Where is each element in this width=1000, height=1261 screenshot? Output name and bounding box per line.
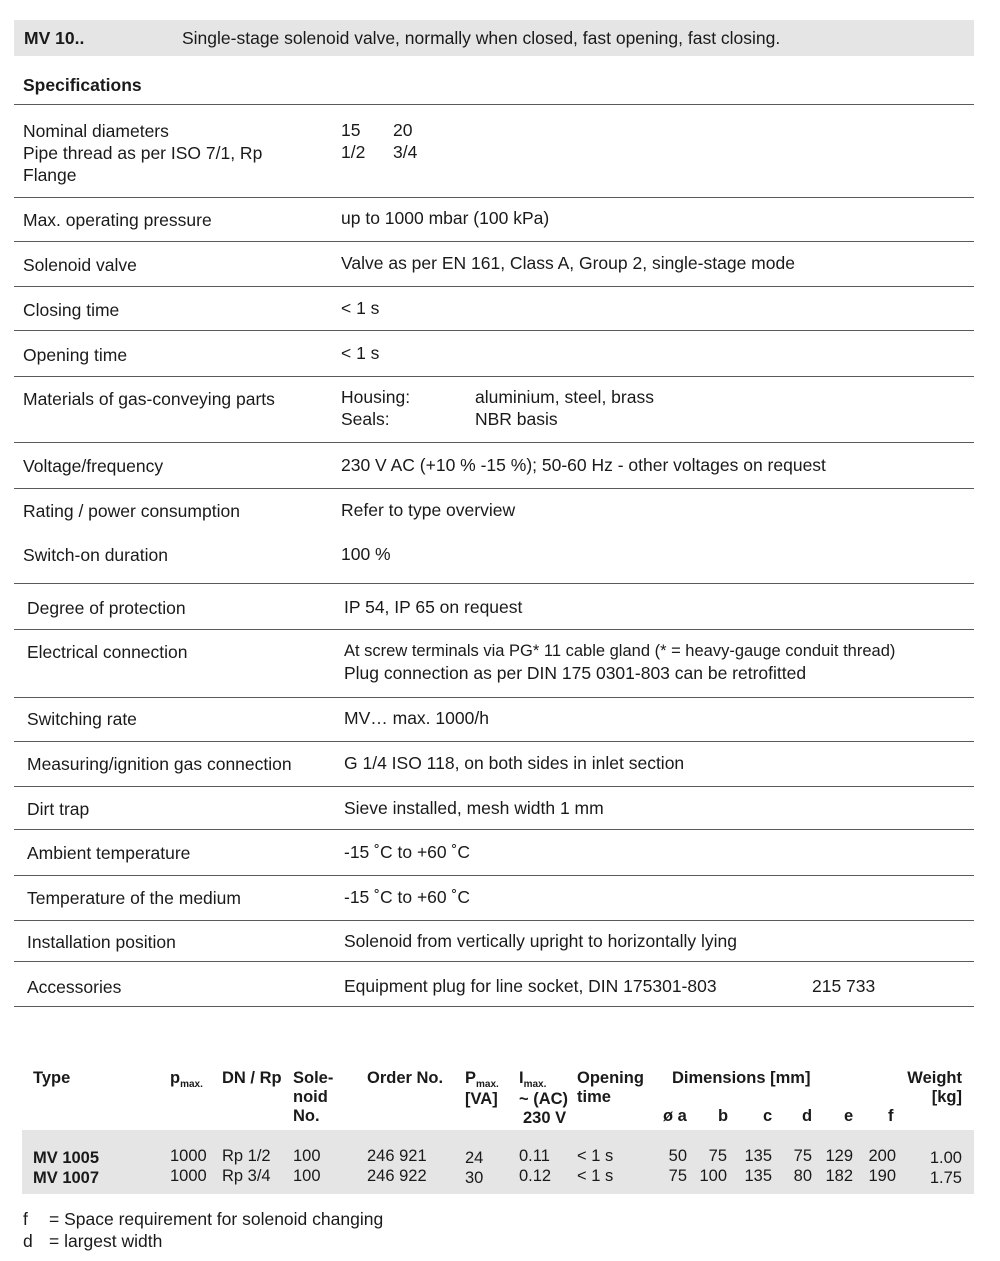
spec-value: MV… max. 1000/h xyxy=(344,708,489,728)
spec-row-rating xyxy=(14,488,974,583)
col-header-dimensions: Dimensions [mm] xyxy=(672,1069,811,1087)
spec-value: < 1 s xyxy=(341,343,380,363)
spec-row-voltage xyxy=(14,442,974,488)
opening-time-cell: < 1 s xyxy=(577,1167,614,1185)
footnote-text: = largest width xyxy=(49,1231,163,1251)
current-cell: 0.12 xyxy=(519,1167,552,1185)
footnotes xyxy=(23,1208,383,1252)
footnote-key: d xyxy=(23,1231,33,1251)
spec-row-medium xyxy=(14,875,974,920)
col-header-dim-a: ø a xyxy=(663,1107,687,1125)
spec-row-nominal xyxy=(14,104,974,197)
spec-value: IP 54, IP 65 on request xyxy=(344,597,523,617)
spec-label: Degree of protection xyxy=(27,598,186,618)
spec-value: 230 V AC (+10 % -15 %); 50-60 Hz - other voltages on request xyxy=(341,455,826,475)
spec-value: Plug connection as per DIN 175 0301-803 can be retrofitted xyxy=(344,663,807,683)
solenoid-cell: 100 xyxy=(293,1147,321,1165)
spec-label: Pipe thread as per ISO 7/1, Rp xyxy=(23,143,263,163)
spec-row-measuring xyxy=(14,741,974,786)
spec-row-protection xyxy=(14,583,974,629)
spec-row-switching xyxy=(14,697,974,741)
spec-value: < 1 s xyxy=(341,298,380,318)
title-bar xyxy=(14,20,974,56)
col-header-solenoid: Sole- noid No. xyxy=(293,1069,334,1125)
housing-value: aluminium, steel, brass xyxy=(475,387,654,407)
weight-cell: 1.00 xyxy=(929,1149,962,1167)
spec-row-closing xyxy=(14,286,974,330)
power-cell: 30 xyxy=(465,1169,484,1187)
spec-value: Valve as per EN 161, Class A, Group 2, single-stage mode xyxy=(341,253,795,273)
spec-value: G 1/4 ISO 118, on both sides in inlet section xyxy=(344,753,685,773)
col-header-dim-e: e xyxy=(844,1107,854,1125)
spec-table-bottom-rule xyxy=(14,1006,974,1007)
spec-label: Installation position xyxy=(27,932,176,952)
dim-b-cell: 100 xyxy=(699,1167,727,1185)
col-header-current: $I_{max.}$ ~ (AC) 230 V xyxy=(519,1069,569,1127)
dim-d-cell: 80 xyxy=(793,1167,812,1185)
solenoid-cell: 100 xyxy=(293,1167,321,1185)
dim-c-cell: 135 xyxy=(744,1147,772,1165)
spec-value: up to 1000 mbar (100 kPa) xyxy=(341,208,550,228)
specifications-heading: Specifications xyxy=(23,75,142,95)
power-cell: 24 xyxy=(465,1149,484,1167)
spec-value: Solenoid from vertically upright to horizontally lying xyxy=(344,931,737,951)
spec-label: Ambient temperature xyxy=(27,843,191,863)
type-cell: MV 1005 xyxy=(33,1149,100,1167)
col-header-power: $P_{max.}$ [VA] xyxy=(465,1069,499,1108)
col-header-order: Order No. xyxy=(367,1069,444,1087)
dim-a-cell: 50 xyxy=(668,1147,687,1165)
spec-row-installation xyxy=(14,920,974,961)
type-table-body xyxy=(22,1130,974,1194)
product-description: Single-stage solenoid valve, normally when closed, fast opening, fast closing. xyxy=(182,28,781,48)
dim-a-cell: 75 xyxy=(668,1167,687,1185)
col-header-dim-b: b xyxy=(718,1107,729,1125)
pmax-cell: 1000 xyxy=(170,1167,207,1185)
spec-label: Nominal diameters xyxy=(23,121,169,141)
dim-b-cell: 75 xyxy=(708,1147,727,1165)
col-header-opening-time: Opening time xyxy=(577,1069,644,1106)
spec-value: Sieve installed, mesh width 1 mm xyxy=(344,798,604,818)
dim-f-cell: 190 xyxy=(868,1167,896,1185)
seals-value: NBR basis xyxy=(475,409,558,429)
weight-cell: 1.75 xyxy=(929,1169,962,1187)
col-header-dim-c: c xyxy=(763,1107,773,1125)
spec-row-dirt-trap xyxy=(14,786,974,829)
spec-label: Materials of gas-conveying parts xyxy=(23,389,275,409)
thread-value: 1/2 xyxy=(341,142,366,162)
col-header-dn: DN / Rp xyxy=(222,1069,282,1087)
housing-label: Housing: xyxy=(341,387,411,407)
diameter-value: 15 xyxy=(341,120,361,140)
seals-label: Seals: xyxy=(341,409,390,429)
spec-row-ambient xyxy=(14,829,974,875)
spec-label: Solenoid valve xyxy=(23,255,137,275)
spec-label: Temperature of the medium xyxy=(27,888,241,908)
spec-row-pressure xyxy=(14,197,974,241)
col-header-dim-f: f xyxy=(888,1107,894,1125)
spec-label: Rating / power consumption xyxy=(23,501,240,521)
spec-label: Measuring/ignition gas connection xyxy=(27,754,292,774)
spec-label: Accessories xyxy=(27,977,122,997)
product-code: MV 10.. xyxy=(24,28,85,48)
spec-row-electrical xyxy=(14,629,974,697)
accessory-order-number: 215 733 xyxy=(812,976,876,996)
order-cell: 246 921 xyxy=(367,1147,427,1165)
spec-value: -15 ˚C to +60 ˚C xyxy=(344,887,470,907)
spec-label: Closing time xyxy=(23,300,120,320)
spec-row-accessories xyxy=(14,961,974,1006)
type-cell: MV 1007 xyxy=(33,1169,100,1187)
spec-value: Equipment plug for line socket, DIN 175301-803 xyxy=(344,976,717,996)
spec-value: 100 % xyxy=(341,544,391,564)
footnote-text: = Space requirement for solenoid changing xyxy=(49,1209,384,1229)
footnote-key: f xyxy=(23,1209,28,1229)
order-cell: 246 922 xyxy=(367,1167,427,1185)
spec-label: Opening time xyxy=(23,345,128,365)
dn-cell: Rp 1/2 xyxy=(222,1147,271,1165)
materials-values xyxy=(341,386,654,430)
spec-value: -15 ˚C to +60 ˚C xyxy=(344,842,470,862)
dn-cell: Rp 3/4 xyxy=(222,1167,271,1185)
opening-time-cell: < 1 s xyxy=(577,1147,614,1165)
spec-label: Max. operating pressure xyxy=(23,210,212,230)
footnote xyxy=(23,1230,383,1252)
spec-row-materials xyxy=(14,376,974,442)
col-header-dim-d: d xyxy=(802,1107,813,1125)
spec-label: Electrical connection xyxy=(27,642,188,662)
diameter-value: 20 xyxy=(393,120,413,140)
spec-label: Dirt trap xyxy=(27,799,90,819)
spec-label: Flange xyxy=(23,165,77,185)
spec-value: Refer to type overview xyxy=(341,500,516,520)
col-header-pmax: $p_{max.}$ xyxy=(170,1069,203,1090)
footnote xyxy=(23,1208,383,1230)
dim-e-cell: 129 xyxy=(825,1147,853,1165)
pmax-cell: 1000 xyxy=(170,1147,207,1165)
current-cell: 0.11 xyxy=(519,1147,550,1165)
col-header-type: Type xyxy=(33,1069,71,1087)
dim-c-cell: 135 xyxy=(744,1167,772,1185)
dim-d-cell: 75 xyxy=(793,1147,812,1165)
thread-value: 3/4 xyxy=(393,142,418,162)
spec-label: Switch-on duration xyxy=(23,545,168,565)
nominal-values xyxy=(341,119,433,163)
dim-f-cell: 200 xyxy=(868,1147,896,1165)
dim-e-cell: 182 xyxy=(825,1167,853,1185)
spec-row-solenoid xyxy=(14,241,974,286)
spec-row-opening xyxy=(14,330,974,376)
spec-value: At screw terminals via PG* 11 cable gland (* = heavy-gauge conduit thread) xyxy=(344,642,896,660)
spec-label: Switching rate xyxy=(27,709,137,729)
spec-label: Voltage/frequency xyxy=(23,456,164,476)
col-header-weight: Weight [kg] xyxy=(907,1069,962,1106)
